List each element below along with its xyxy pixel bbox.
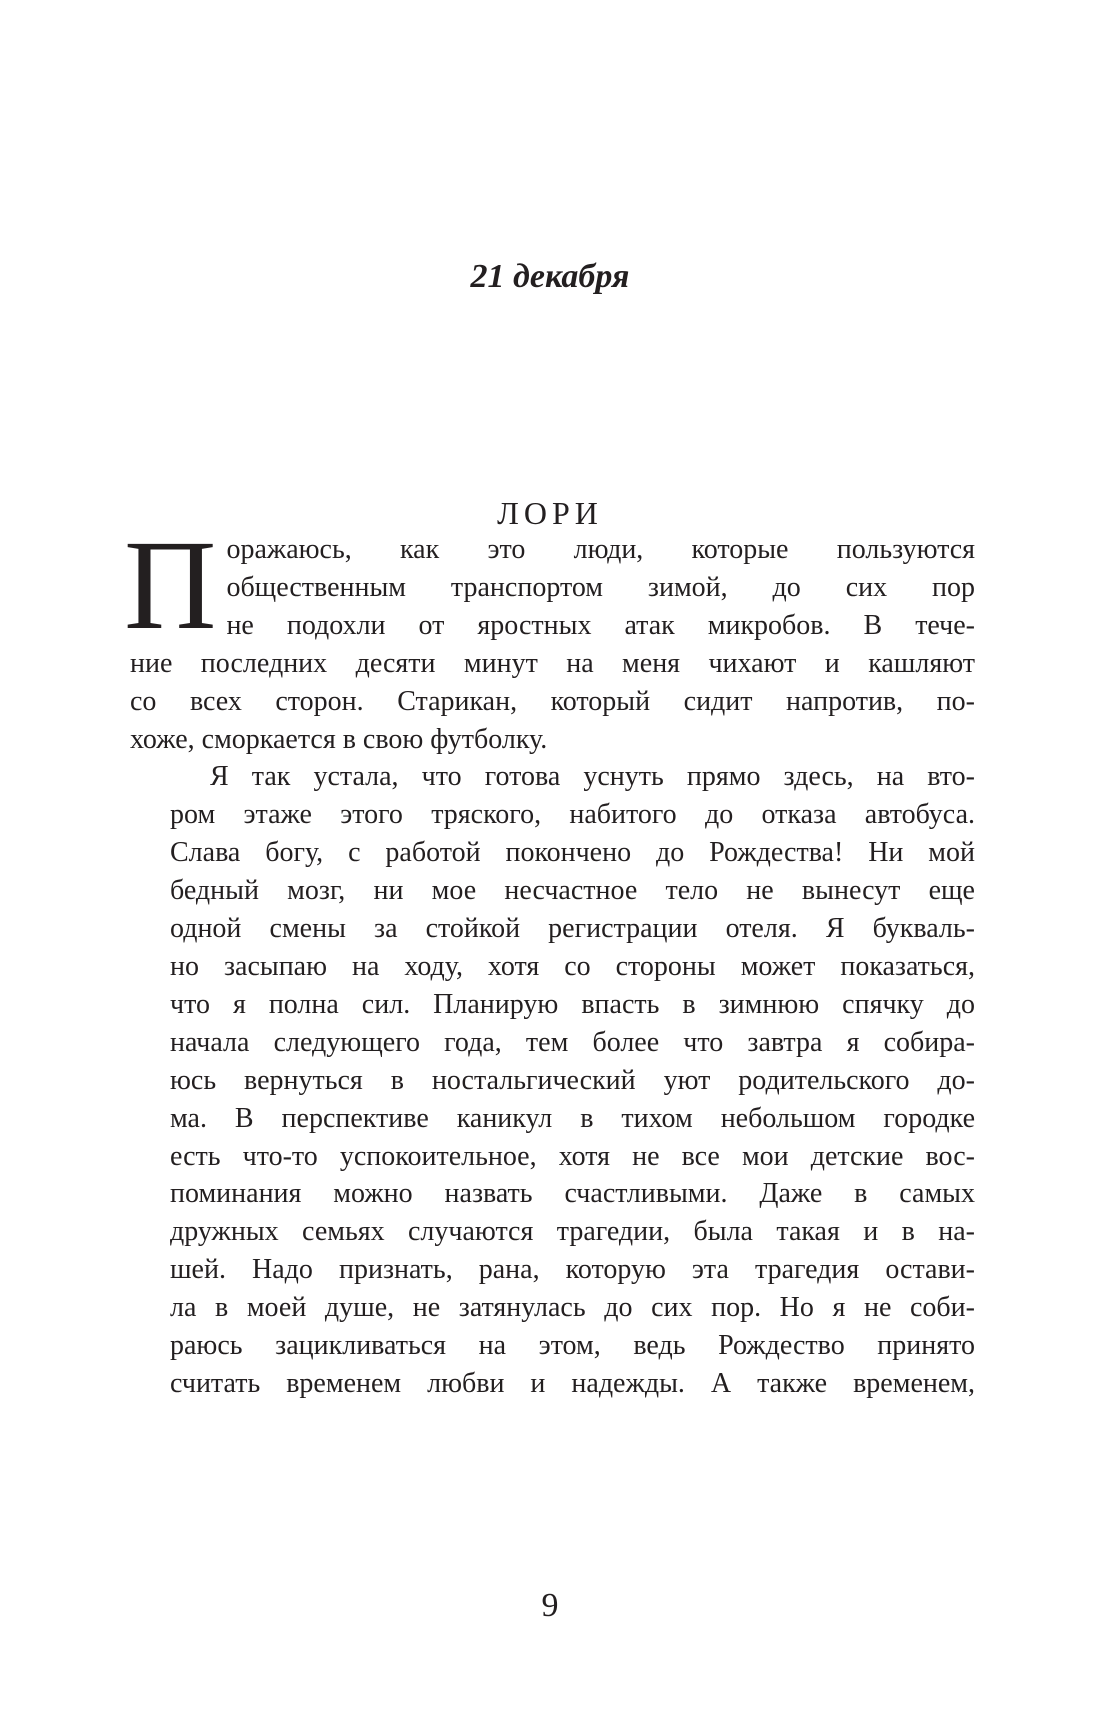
text-line: что я полна сил. Планирую впасть в зимнюю спячку до [170, 988, 975, 1020]
text-line: оражаюсь, как это люди, которые пользуются [226, 534, 975, 565]
text-line: начала следующего года, тем более что завтра я собира- [170, 1026, 975, 1058]
text-line: ние последних десяти минут на меня чихают и кашляют [130, 647, 975, 679]
text-line: считать временем любви и надежды. А также временем, [170, 1367, 975, 1399]
drop-cap: П [124, 514, 217, 656]
text-line: не подохли от яростных атак микробов. В тече- [226, 609, 975, 641]
text-line: Слава богу, с работой покончено до Рождества! Ни мой [170, 837, 975, 869]
chapter-name: ЛОРИ [497, 495, 603, 531]
text-line: поминания можно назвать счастливыми. Даже в самых [170, 1178, 975, 1210]
text-line: юсь вернуться в ностальгический уют родительского до- [170, 1064, 975, 1096]
text-line: со всех сторон. Старикан, который сидит напротив, по- [130, 685, 975, 717]
text-line: Я так устала, что готова уснуть прямо здесь, на вто- [210, 761, 975, 793]
text-line: одной смены за стойкой регистрации отеля. Я букваль- [170, 913, 975, 945]
page-number: 9 [541, 1587, 559, 1624]
text-line: шей. Надо признать, рана, которую эта трагедия остави- [170, 1254, 975, 1286]
text-line: раюсь зацикливаться на этом, ведь Рождество принято [170, 1330, 975, 1362]
text-line: есть что-то успокоительное, хотя не все мои детские вос- [170, 1140, 975, 1172]
text-line: дружных семьях случаются трагедии, была такая и в на- [170, 1216, 975, 1248]
text-line: бедный мозг, ни мое несчастное тело не вынесут еще [170, 875, 975, 907]
paragraph-2 [130, 758, 975, 1402]
text-line: ма. В перспективе каникул в тихом небольшом городке [170, 1102, 975, 1134]
text-line: ла в моей душе, не затянулась до сих пор. Но я не соби- [170, 1292, 975, 1324]
paragraph-1 [124, 514, 975, 758]
text-line: хоже, сморкается в свою футболку. [130, 723, 548, 755]
text-line: ром этаже этого тряского, набитого до отказа автобуса. [170, 799, 975, 831]
date-heading: 21 декабря [470, 258, 630, 295]
text-line: общественным транспортом зимой, до сих пор [226, 571, 975, 603]
body-text [124, 514, 975, 1403]
text-line: но засыпаю на ходу, хотя со стороны может показаться, [170, 950, 975, 982]
